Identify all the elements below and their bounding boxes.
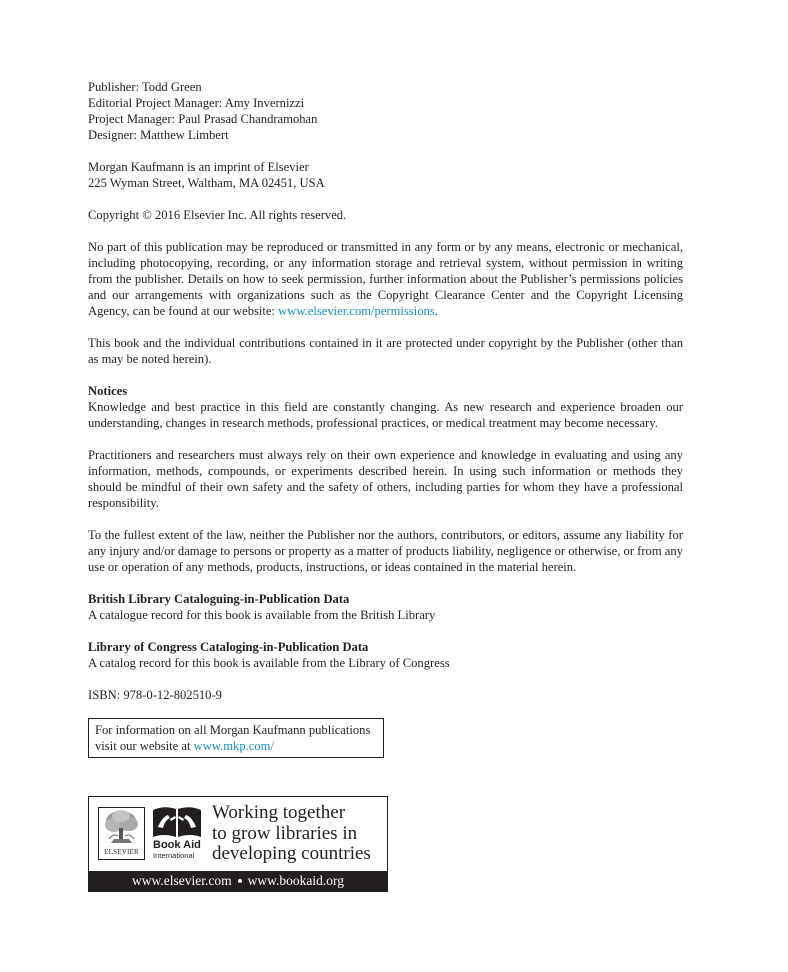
tree-icon [99,808,144,848]
protection-paragraph: This book and the individual contributions contained in it are protected under copyright by the Publisher (other than as may be noted herein). [88,336,683,366]
tagline-line: developing countries [212,843,371,864]
info-box-line: For information on all Morgan Kaufmann publications [95,723,371,737]
rights-paragraph [88,239,683,319]
book-aid-banner [88,796,388,892]
publications-info-box [88,718,384,758]
library-of-congress-heading: Library of Congress Cataloging-in-Publication Data [88,640,369,654]
book-aid-subtitle: International [153,851,195,860]
book-aid-logo [152,805,202,863]
british-library-block [88,591,683,623]
credit-publisher: Publisher: Todd Green [88,80,202,94]
elsevier-tree-logo [98,807,145,860]
credits-block [88,79,683,143]
mkp-website-link[interactable]: www.mkp.com/ [193,739,274,753]
isbn: ISBN: 978-0-12-802510-9 [88,688,222,702]
tagline-line: Working together [212,802,346,823]
elsevier-logo-text: ELSEVIER [104,848,139,856]
copyright-page [88,79,683,892]
british-library-heading: British Library Cataloguing-in-Publication Data [88,592,350,606]
bullet-separator [238,879,242,883]
notice-paragraph: To the fullest extent of the law, neither the Publisher nor the authors, contributors, or editors, assume any liability for any injury and/or damage to persons or property as a matter of products liability, negligence or otherwise, or from any use or operation of any methods, products, instructions, or ideas contained in the material herein. [88,528,683,574]
rights-text: No part of this publication may be reproduced or transmitted in any form or by any means, electronic or mechanical, including photocopying, recording, or any information storage and retrieval system, without permission in writing from the publisher. Details on how to seek permission, further information about the Publisher’s permissions policies and our arrangements with organizations such as the Copyright Clearance Center and the Copyright Licensing Agency, can be found at our website: [88,240,683,318]
notices-heading: Notices [88,384,128,398]
notice-paragraph: Practitioners and researchers must always rely on their own experience and knowledge in evaluating and using any information, methods, compounds, or experiments described herein. In using such information or methods they should be mindful of their own safety and the safety of others, including parties for whom they have a professional responsibility. [88,448,683,510]
info-box-prefix: visit our website at [95,739,194,753]
tagline-line: to grow libraries in [212,822,358,844]
elsevier-url[interactable]: www.elsevier.com [132,873,232,888]
library-of-congress-text: A catalog record for this book is available from the Library of Congress [88,656,450,670]
notices-block [88,383,683,431]
banner-top [89,797,387,871]
notice-paragraph: Knowledge and best practice in this field are constantly changing. As new research and experience broaden our understanding, changes in research methods, professional practices, or medical treatment may become necessary. [88,400,683,430]
banner-tagline [212,803,371,865]
imprint-block [88,159,683,191]
bookaid-url[interactable]: www.bookaid.org [247,873,344,888]
permissions-link[interactable]: www.elsevier.com/permissions [278,304,435,318]
open-book-hands-icon [152,805,202,839]
rights-end: . [434,304,438,318]
banner-url-bar [89,871,387,891]
imprint-line: Morgan Kaufmann is an imprint of Elsevier [88,160,309,174]
credit-editorial-manager: Editorial Project Manager: Amy Invernizzi [88,96,305,110]
publisher-address: 225 Wyman Street, Waltham, MA 02451, USA [88,176,325,190]
library-of-congress-block [88,639,683,671]
book-aid-name: Book Aid [153,839,201,851]
copyright-notice: Copyright © 2016 Elsevier Inc. All rights reserved. [88,208,347,222]
credit-designer: Designer: Matthew Limbert [88,128,229,142]
british-library-text: A catalogue record for this book is available from the British Library [88,608,436,622]
info-box-line [95,738,377,754]
credit-project-manager: Project Manager: Paul Prasad Chandramohan [88,112,318,126]
